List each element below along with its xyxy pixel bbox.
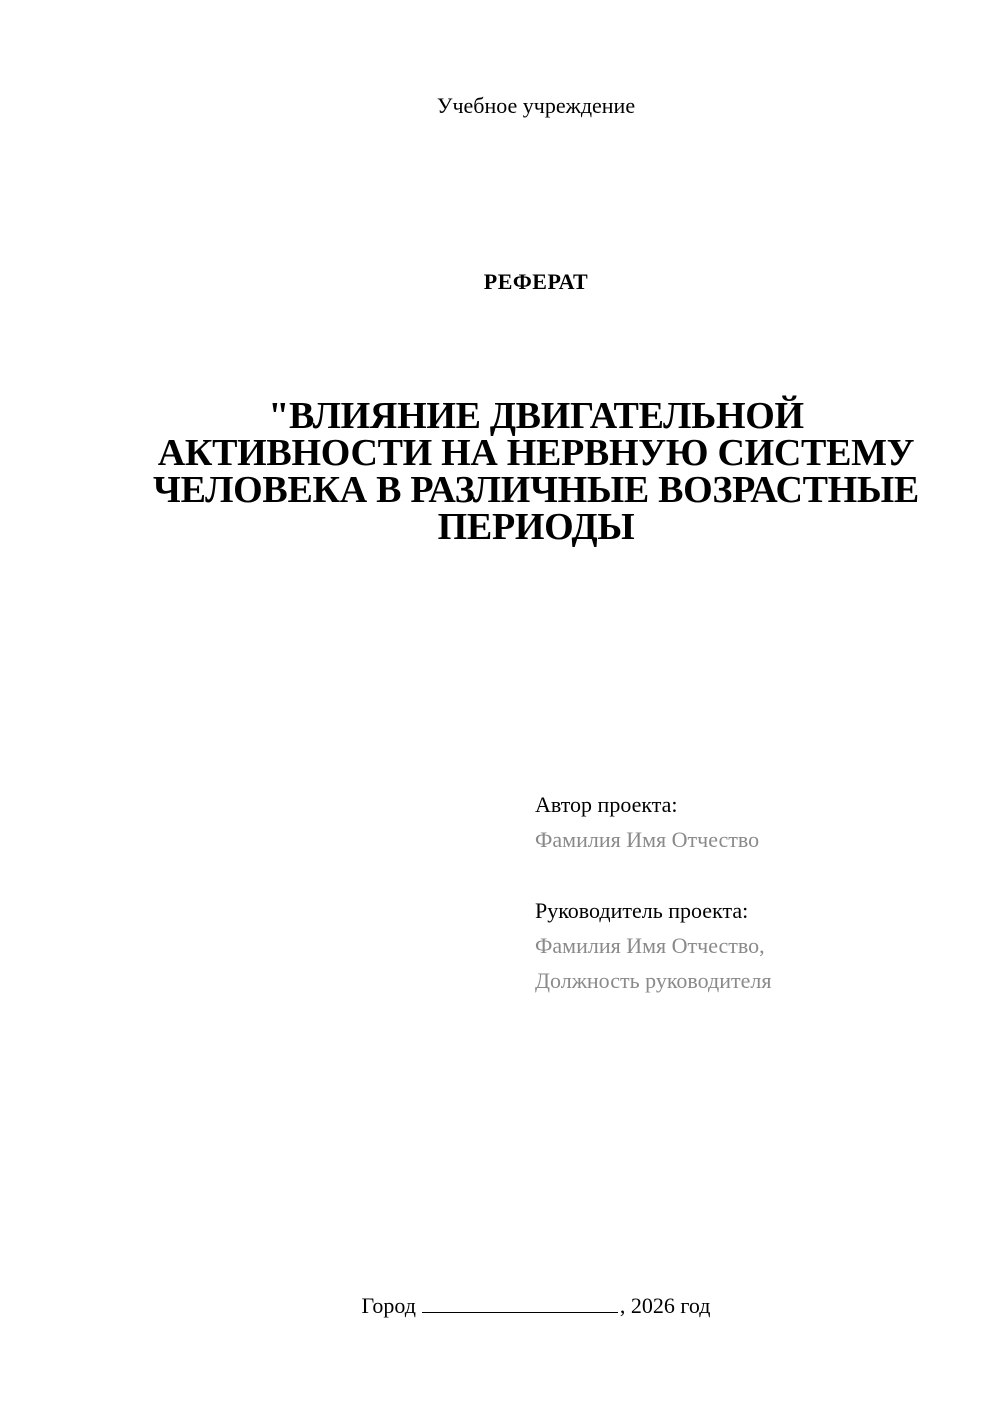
document-title: "ВЛИЯНИЕ ДВИГАТЕЛЬНОЙ АКТИВНОСТИ НА НЕРВНУЮ СИСТЕМУ ЧЕЛОВЕКА В РАЗЛИЧНЫЕ ВОЗРАСТНЫЕ ПЕРИОДЫ <box>153 395 919 548</box>
supervisor-position: Должность руководителя <box>535 968 772 993</box>
city-year-footer <box>0 1290 1000 1321</box>
city-label: Город <box>361 1293 416 1318</box>
year-text: , 2026 год <box>619 1293 711 1318</box>
author-block <box>535 787 975 857</box>
institution-name: Учебное учреждение <box>436 93 636 118</box>
supervisor-block <box>535 893 975 998</box>
supervisor-name: Фамилия Имя Отчество, <box>535 933 765 958</box>
city-blank-line <box>422 1290 618 1313</box>
document-type: РЕФЕРАТ <box>483 269 589 294</box>
supervisor-label: Руководитель проекта: <box>535 898 749 923</box>
author-name: Фамилия Имя Отчество <box>535 827 760 852</box>
author-label: Автор проекта: <box>535 792 678 817</box>
